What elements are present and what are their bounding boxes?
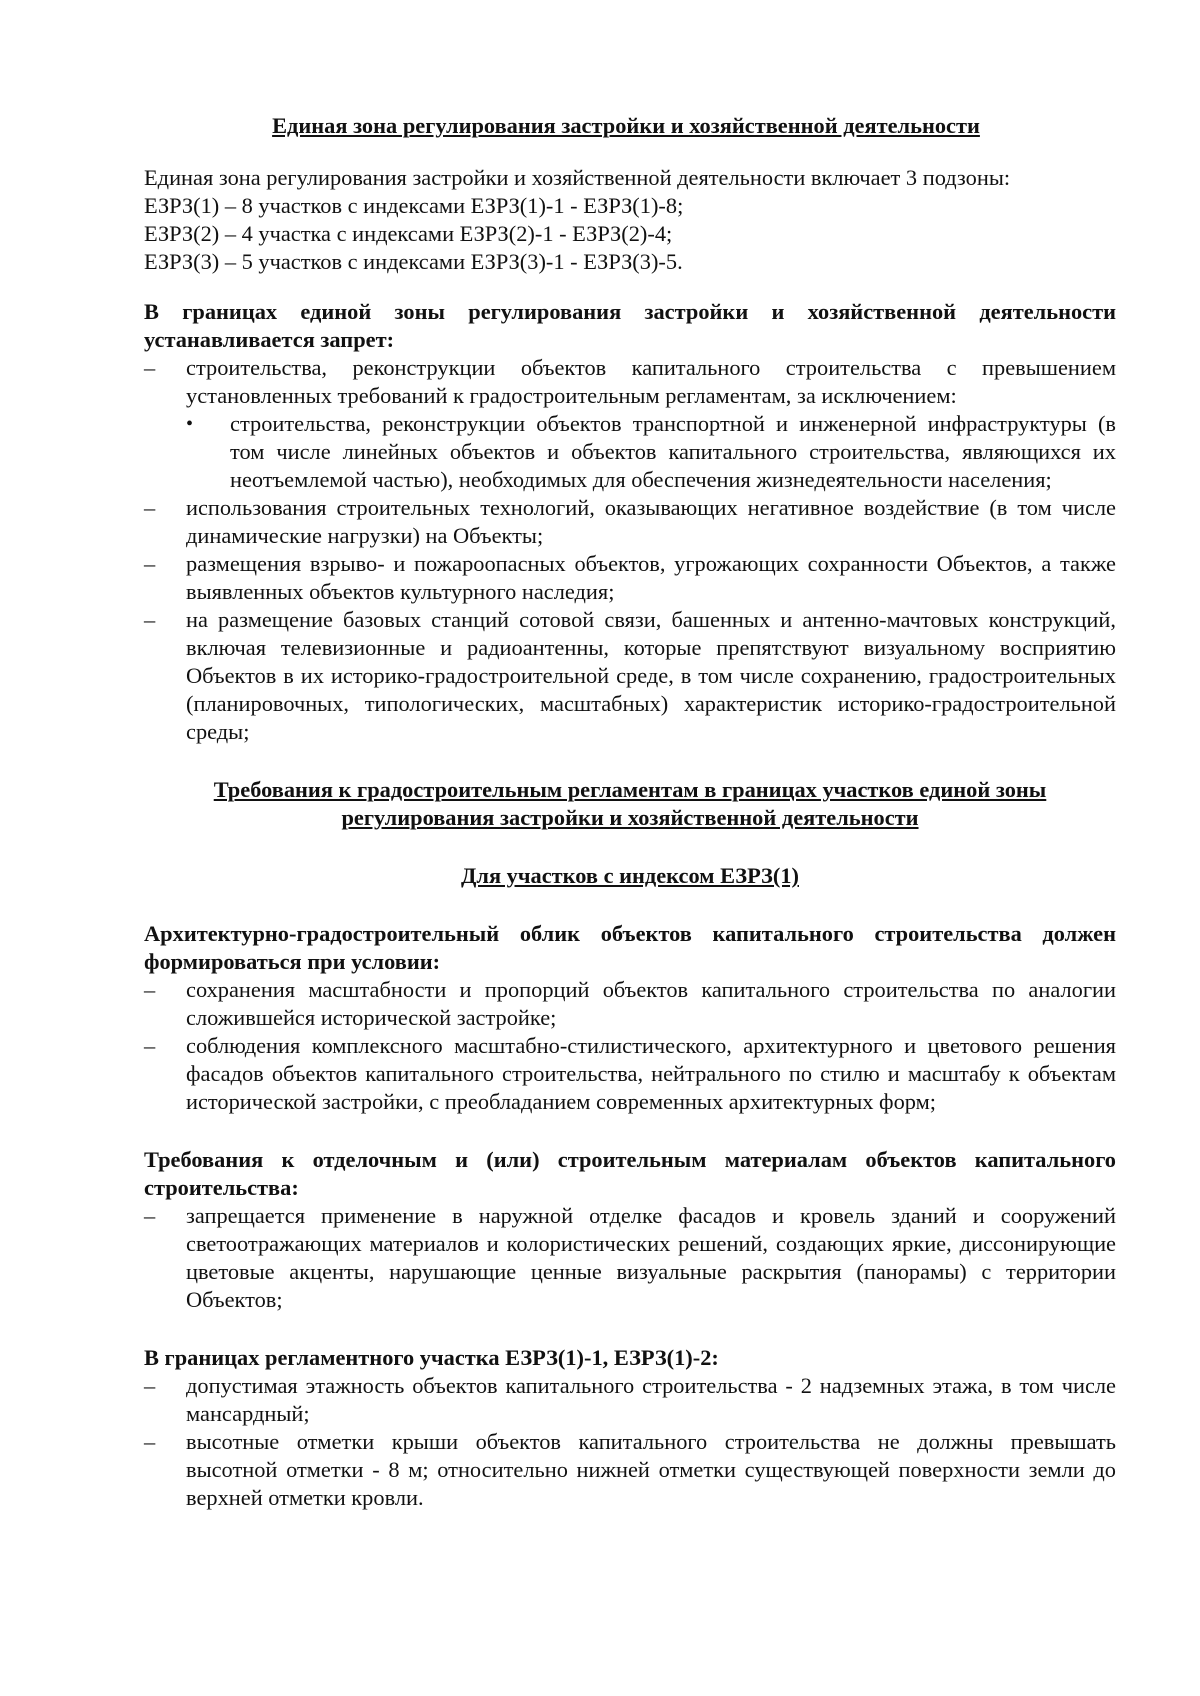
list-item-text: строительства, реконструкции объектов капитального строительства с превышением установленных требований к градостроительным регламентам, за исключением: (186, 355, 1116, 408)
dash-marker: – (144, 1373, 156, 1398)
materials-list (144, 1202, 1116, 1314)
list-item-text: допустимая этажность объектов капитального строительства - 2 надземных этажа, в том числе мансардный; (186, 1373, 1116, 1426)
list-item (144, 976, 1116, 1032)
dash-marker: – (144, 607, 156, 632)
requirements-title-line: Требования к градостроительным регламентам в границах участков единой зоны (213, 777, 1047, 802)
ban-heading: В границах единой зоны регулирования застройки и хозяйственной деятельности устанавливается запрет: (144, 299, 1116, 352)
list-item-text: соблюдения комплексного масштабно-стилистического, архитектурного и цветового решения фасадов объектов капитального строительства, нейтрального по стилю и масштабу к объектам исторической застройки, с преобладанием современных архитектурных форм; (186, 1033, 1116, 1114)
list-item-text: на размещение базовых станций сотовой связи, башенных и антенно-мачтовых конструкций, включая телевизионные и радиоантенны, которые препятствуют визуальному восприятию Объектов в их историко-градостроительной среде, в том числе сохранению, градостроительных (планировочных, типологических, масштабных) характеристик историко-градостроительной среды; (186, 607, 1116, 744)
list-item (144, 1372, 1116, 1428)
list-item (186, 410, 1116, 494)
list-item (144, 1032, 1116, 1116)
intro-line: Единая зона регулирования застройки и хозяйственной деятельности включает 3 подзоны: (144, 165, 1011, 190)
ban-sub-list (186, 410, 1116, 494)
index-title: Для участков с индексом ЕЗРЗ(1) (461, 863, 799, 888)
dash-marker: – (144, 1033, 156, 1058)
dash-marker: – (144, 1203, 156, 1228)
plot-list (144, 1372, 1116, 1512)
intro-block (144, 164, 1116, 276)
list-item (144, 1428, 1116, 1512)
list-item-text: высотные отметки крыши объектов капитального строительства не должны превышать высотной отметки - 8 м; относительно нижней отметки существующей поверхности земли до верхней отметки кровли. (186, 1429, 1116, 1510)
list-item (144, 354, 1116, 494)
list-item-text: использования строительных технологий, оказывающих негативное воздействие (в том числе динамические нагрузки) на Объекты; (186, 495, 1116, 548)
list-item-text: запрещается применение в наружной отделке фасадов и кровель зданий и сооружений светоотражающих материалов и колористических решений, создающих яркие, диссонирующие цветовые акценты, нарушающие ценные визуальные раскрытия (панорамы) с территории Объектов; (186, 1203, 1116, 1312)
requirements-title (144, 776, 1116, 832)
dash-marker: – (144, 495, 156, 520)
bullet-marker: • (186, 413, 194, 435)
document-title: Единая зона регулирования застройки и хозяйственной деятельности (272, 113, 980, 138)
dash-marker: – (144, 355, 156, 380)
list-item-text: строительства, реконструкции объектов транспортной и инженерной инфраструктуры (в том числе линейных объектов и объектов капитального строительства, являющихся их неотъемлемой частью), необходимых для обеспечения жизнедеятельности населения; (230, 411, 1116, 492)
list-item (144, 494, 1116, 550)
requirements-title-line: регулирования застройки и хозяйственной деятельности (341, 805, 919, 830)
dash-marker: – (144, 977, 156, 1002)
intro-line: ЕЗРЗ(2) – 4 участка с индексами ЕЗРЗ(2)-1 - ЕЗРЗ(2)-4; (144, 221, 673, 246)
plot-heading: В границах регламентного участка ЕЗРЗ(1)-1, ЕЗРЗ(1)-2: (144, 1345, 719, 1370)
list-item (144, 1202, 1116, 1314)
intro-line: ЕЗРЗ(1) – 8 участков с индексами ЕЗРЗ(1)-1 - ЕЗРЗ(1)-8; (144, 193, 684, 218)
arch-list (144, 976, 1116, 1116)
dash-marker: – (144, 551, 156, 576)
list-item-text: сохранения масштабности и пропорций объектов капитального строительства по аналогии сложившейся исторической застройке; (186, 977, 1116, 1030)
intro-line: ЕЗРЗ(3) – 5 участков с индексами ЕЗРЗ(3)-1 - ЕЗРЗ(3)-5. (144, 249, 683, 274)
dash-marker: – (144, 1429, 156, 1454)
list-item (144, 606, 1116, 746)
ban-list (144, 354, 1116, 746)
materials-heading: Требования к отделочным и (или) строительным материалам объектов капитального строительства: (144, 1147, 1116, 1200)
arch-heading: Архитектурно-градостроительный облик объектов капитального строительства должен формироваться при условии: (144, 921, 1116, 974)
list-item-text: размещения взрыво- и пожароопасных объектов, угрожающих сохранности Объектов, а также выявленных объектов культурного наследия; (186, 551, 1116, 604)
list-item (144, 550, 1116, 606)
